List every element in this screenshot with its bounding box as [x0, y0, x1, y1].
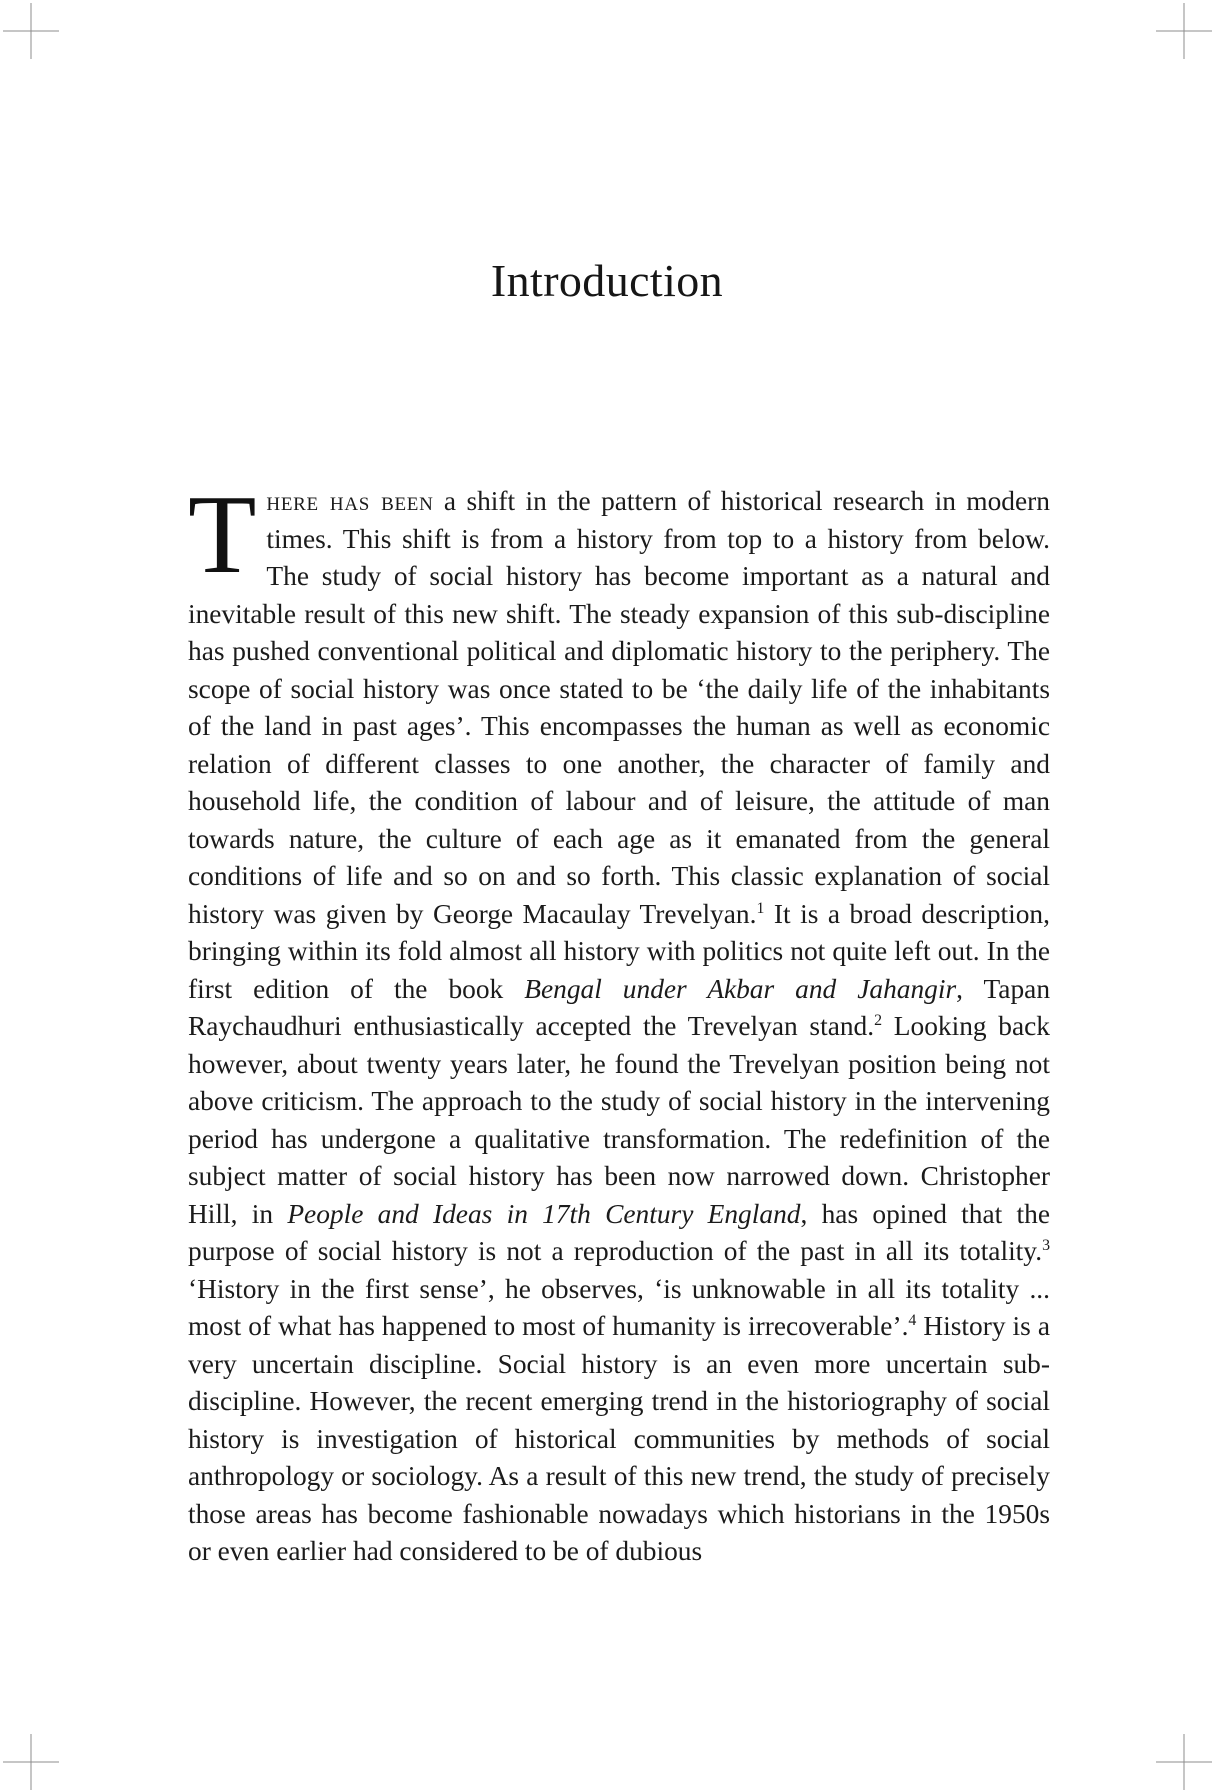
crop-mark-top-left-icon: [3, 3, 59, 59]
opening-small-caps: here has been: [266, 486, 434, 516]
footnote-marker-4: 4: [908, 1312, 917, 1330]
body-segment-4: Looking back however, about twenty years later, he found the Trevelyan position being not above criticism. The approach to the study of social history in the intervening period has undergone a qualitative transformation. The redefinition of the subject matter of social history has been now narrowed down. Christopher Hill, in: [188, 1011, 1051, 1229]
body-segment-1: a shift in the pattern of historical research in modern times. This shift is from a history from top to a history from below. The study of social history has become important as a natural and inevitable result of this new shift. The steady expansion of this sub-discipline has pushed conventional political and diplomatic history to the periphery. The scope of social history was once stated to be ‘the daily life of the inhabitants of the land in past ages’. This encompasses the human as well as economic relation of different classes to one another, the character of family and household life, the condition of labour and of leisure, the attitude of man towards nature, the culture of each age as it emanated from the general conditions of life and so on and so forth. This classic explanation of social history was given by George Macaulay Trevelyan.: [188, 486, 1050, 929]
body-segment-3: , Tapan Raychaudhuri enthusiastically accepted the Trevelyan stand.: [188, 973, 1051, 1041]
body-segment-2: It is a broad description, bringing within its fold almost all history with politics not quite left out. In the first edition of the book: [188, 898, 1050, 1004]
page-title: Introduction: [490, 255, 724, 306]
crop-mark-top-right-icon: [1156, 3, 1212, 59]
book-title-bengal-under-akbar-and-jahangir: Bengal under Akbar and Jahangir: [524, 973, 957, 1004]
book-title-people-and-ideas-in-17th-century-england: People and Ideas in 17th Century England: [287, 1198, 801, 1229]
body-segment-7: History is a very uncertain discipline. Social history is an even more uncertain sub-discipline. However, the recent emerging trend in the historiography of social history is investigation of historical communities by methods of social anthropology or sociology. As a result of this new trend, the study of precisely those areas has become fashionable nowadays which historians in the 1950s or even earlier had considered to be of dubious: [188, 1311, 1050, 1566]
body-segment-5: , has opined that the purpose of social history is not a reproduction of the past in all its totality.: [188, 1198, 1050, 1266]
crop-mark-bottom-left-icon: [3, 1734, 59, 1790]
body-text-block: [188, 473, 1051, 1571]
footnote-marker-3: 3: [1042, 1237, 1050, 1255]
footnote-marker-1: 1: [756, 899, 765, 917]
body-segment-6: ‘History in the first sense’, he observes, ‘is unknowable in all its totality ... most of what has happened to most of humanity is irrecoverable’.: [188, 1273, 1050, 1341]
drop-cap: T: [188, 473, 257, 597]
paragraph-opening: [188, 473, 1051, 1571]
crop-mark-bottom-right-icon: [1156, 1734, 1212, 1790]
footnote-marker-2: 2: [874, 1012, 883, 1030]
